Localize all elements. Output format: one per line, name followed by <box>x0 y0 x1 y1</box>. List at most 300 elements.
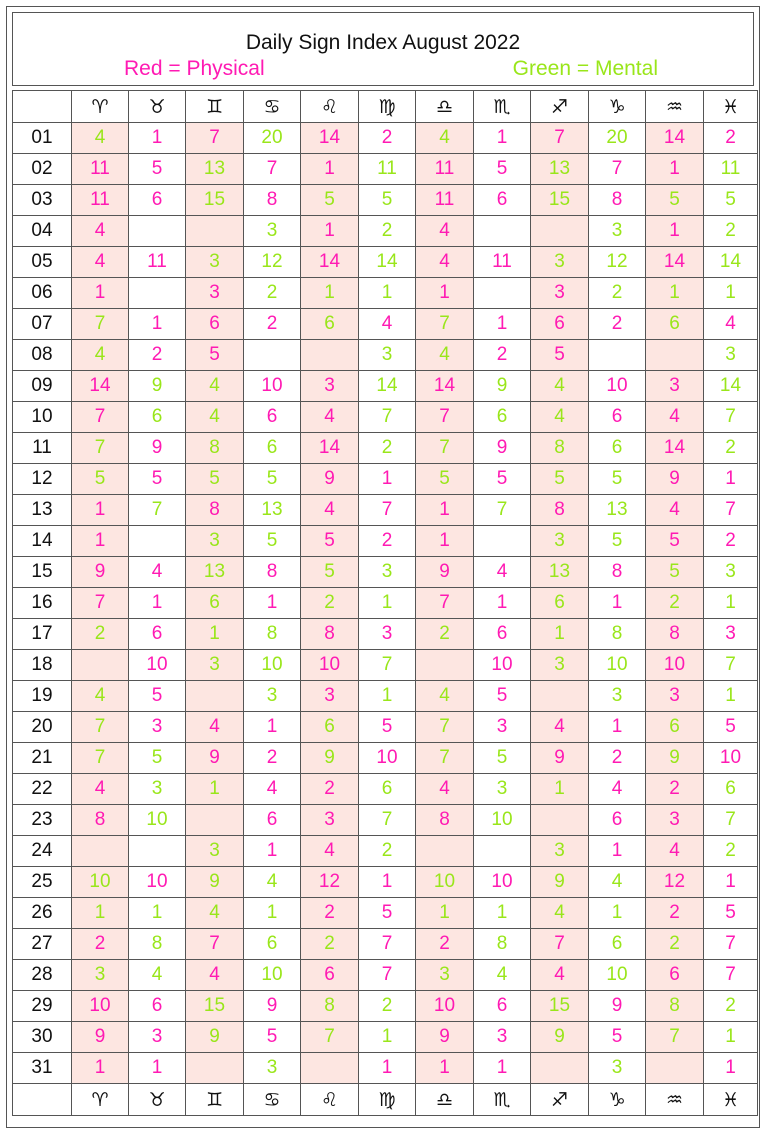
taurus-icon: ♉ <box>129 1084 186 1116</box>
day-row <box>13 464 758 495</box>
index-cell-aquarius: 9 <box>646 743 704 774</box>
gemini-icon: ♊ <box>186 1084 244 1116</box>
index-cell-aquarius: 6 <box>646 309 704 340</box>
day-label: 30 <box>13 1022 72 1053</box>
index-cell-capricorn: 5 <box>589 1022 646 1053</box>
index-cell-aries: 8 <box>72 805 129 836</box>
index-cell-gemini: 3 <box>186 526 244 557</box>
index-cell-taurus <box>129 278 186 309</box>
index-cell-sagittarius: 6 <box>531 309 589 340</box>
index-cell-sagittarius: 13 <box>531 154 589 185</box>
index-cell-sagittarius: 8 <box>531 495 589 526</box>
index-cell-libra: 7 <box>416 712 474 743</box>
index-cell-aries: 9 <box>72 1022 129 1053</box>
index-cell-pisces: 3 <box>704 619 758 650</box>
index-cell-sagittarius: 3 <box>531 526 589 557</box>
index-cell-pisces: 6 <box>704 774 758 805</box>
index-cell-cancer: 1 <box>244 898 301 929</box>
legend-physical: Red = Physical <box>124 57 265 80</box>
index-cell-virgo: 6 <box>359 774 416 805</box>
index-cell-scorpio: 1 <box>474 1053 531 1084</box>
index-cell-sagittarius <box>531 1053 589 1084</box>
index-cell-cancer: 8 <box>244 619 301 650</box>
index-cell-cancer: 10 <box>244 960 301 991</box>
day-row <box>13 650 758 681</box>
leo-icon: ♌ <box>301 1084 359 1116</box>
index-cell-gemini: 7 <box>186 929 244 960</box>
day-label: 19 <box>13 681 72 712</box>
index-cell-pisces: 1 <box>704 1053 758 1084</box>
index-cell-libra: 4 <box>416 340 474 371</box>
index-cell-virgo: 2 <box>359 123 416 154</box>
day-label: 20 <box>13 712 72 743</box>
index-cell-cancer: 5 <box>244 464 301 495</box>
day-row <box>13 495 758 526</box>
index-cell-capricorn: 6 <box>589 929 646 960</box>
index-cell-taurus: 4 <box>129 960 186 991</box>
day-label: 07 <box>13 309 72 340</box>
index-cell-pisces: 1 <box>704 464 758 495</box>
index-cell-sagittarius: 4 <box>531 712 589 743</box>
cancer-icon: ♋ <box>244 91 301 123</box>
day-row <box>13 278 758 309</box>
index-cell-pisces: 2 <box>704 433 758 464</box>
index-cell-libra: 1 <box>416 526 474 557</box>
index-cell-sagittarius: 7 <box>531 929 589 960</box>
index-cell-gemini: 1 <box>186 774 244 805</box>
index-cell-leo: 7 <box>301 1022 359 1053</box>
index-cell-sagittarius: 7 <box>531 123 589 154</box>
index-cell-taurus <box>129 836 186 867</box>
index-cell-aries: 11 <box>72 185 129 216</box>
index-cell-gemini <box>186 216 244 247</box>
index-cell-scorpio: 6 <box>474 991 531 1022</box>
index-cell-taurus: 3 <box>129 774 186 805</box>
index-cell-libra: 8 <box>416 805 474 836</box>
index-cell-libra: 7 <box>416 433 474 464</box>
day-row <box>13 805 758 836</box>
day-row <box>13 898 758 929</box>
day-row <box>13 247 758 278</box>
index-cell-libra: 4 <box>416 247 474 278</box>
index-cell-taurus <box>129 526 186 557</box>
index-cell-pisces: 14 <box>704 247 758 278</box>
index-cell-gemini: 3 <box>186 247 244 278</box>
index-cell-aquarius: 4 <box>646 836 704 867</box>
index-cell-aquarius: 1 <box>646 278 704 309</box>
day-label: 21 <box>13 743 72 774</box>
index-cell-gemini: 4 <box>186 712 244 743</box>
index-cell-sagittarius: 3 <box>531 836 589 867</box>
index-cell-sagittarius: 4 <box>531 402 589 433</box>
scorpio-icon: ♏ <box>474 1084 531 1116</box>
index-cell-virgo: 3 <box>359 340 416 371</box>
index-cell-scorpio: 5 <box>474 464 531 495</box>
index-cell-virgo: 7 <box>359 960 416 991</box>
index-cell-capricorn: 1 <box>589 836 646 867</box>
sign-header-row <box>13 91 758 123</box>
index-cell-leo: 3 <box>301 371 359 402</box>
index-cell-gemini: 13 <box>186 154 244 185</box>
index-cell-libra: 4 <box>416 681 474 712</box>
index-cell-pisces: 2 <box>704 991 758 1022</box>
index-cell-capricorn: 9 <box>589 991 646 1022</box>
index-cell-cancer: 7 <box>244 154 301 185</box>
index-cell-sagittarius: 6 <box>531 588 589 619</box>
index-cell-aquarius: 5 <box>646 185 704 216</box>
index-cell-leo: 6 <box>301 960 359 991</box>
index-cell-libra: 7 <box>416 402 474 433</box>
index-cell-libra: 4 <box>416 774 474 805</box>
index-cell-aquarius: 2 <box>646 929 704 960</box>
index-cell-aquarius: 9 <box>646 464 704 495</box>
index-cell-aquarius: 1 <box>646 216 704 247</box>
day-row <box>13 340 758 371</box>
day-label: 24 <box>13 836 72 867</box>
index-cell-leo: 1 <box>301 216 359 247</box>
index-cell-taurus: 5 <box>129 464 186 495</box>
index-cell-capricorn: 1 <box>589 898 646 929</box>
index-cell-aries: 14 <box>72 371 129 402</box>
index-cell-libra: 9 <box>416 1022 474 1053</box>
index-cell-virgo: 7 <box>359 495 416 526</box>
aquarius-icon: ♒ <box>646 91 704 123</box>
index-cell-taurus: 4 <box>129 557 186 588</box>
day-label: 29 <box>13 991 72 1022</box>
virgo-icon: ♍ <box>359 1084 416 1116</box>
index-cell-leo: 5 <box>301 526 359 557</box>
index-cell-pisces: 2 <box>704 836 758 867</box>
index-cell-virgo: 1 <box>359 588 416 619</box>
index-cell-capricorn: 2 <box>589 743 646 774</box>
index-cell-libra: 11 <box>416 185 474 216</box>
index-cell-sagittarius: 8 <box>531 433 589 464</box>
index-cell-pisces: 11 <box>704 154 758 185</box>
index-cell-leo: 12 <box>301 867 359 898</box>
day-label: 22 <box>13 774 72 805</box>
index-cell-sagittarius: 5 <box>531 464 589 495</box>
index-cell-libra: 7 <box>416 743 474 774</box>
index-cell-scorpio: 9 <box>474 433 531 464</box>
index-cell-cancer: 6 <box>244 433 301 464</box>
index-cell-aries: 2 <box>72 929 129 960</box>
index-cell-libra: 2 <box>416 929 474 960</box>
day-row <box>13 309 758 340</box>
index-cell-virgo: 1 <box>359 867 416 898</box>
index-cell-virgo: 2 <box>359 836 416 867</box>
index-cell-scorpio: 2 <box>474 340 531 371</box>
index-cell-aries: 7 <box>72 309 129 340</box>
index-cell-cancer: 3 <box>244 1053 301 1084</box>
index-cell-libra: 1 <box>416 1053 474 1084</box>
corner-cell <box>13 91 72 123</box>
day-label: 04 <box>13 216 72 247</box>
day-label: 28 <box>13 960 72 991</box>
index-cell-aries: 7 <box>72 743 129 774</box>
index-cell-cancer: 2 <box>244 743 301 774</box>
index-cell-aries: 7 <box>72 712 129 743</box>
index-cell-aquarius: 3 <box>646 681 704 712</box>
index-cell-capricorn: 1 <box>589 712 646 743</box>
day-row <box>13 929 758 960</box>
index-cell-gemini: 9 <box>186 867 244 898</box>
index-cell-aquarius: 6 <box>646 960 704 991</box>
index-cell-gemini: 4 <box>186 402 244 433</box>
index-cell-capricorn: 1 <box>589 588 646 619</box>
index-cell-gemini: 5 <box>186 464 244 495</box>
sagittarius-icon: ♐ <box>531 1084 589 1116</box>
index-cell-cancer: 2 <box>244 278 301 309</box>
index-cell-sagittarius: 9 <box>531 867 589 898</box>
index-cell-capricorn: 8 <box>589 557 646 588</box>
day-label: 17 <box>13 619 72 650</box>
index-cell-cancer: 6 <box>244 929 301 960</box>
index-cell-virgo: 2 <box>359 991 416 1022</box>
index-cell-taurus: 10 <box>129 650 186 681</box>
index-cell-capricorn: 10 <box>589 650 646 681</box>
index-cell-capricorn: 6 <box>589 402 646 433</box>
gemini-icon: ♊ <box>186 91 244 123</box>
day-row <box>13 123 758 154</box>
index-cell-pisces: 2 <box>704 526 758 557</box>
index-cell-pisces: 2 <box>704 216 758 247</box>
sign-index-frame <box>6 6 760 1128</box>
index-cell-gemini: 13 <box>186 557 244 588</box>
index-cell-sagittarius: 4 <box>531 898 589 929</box>
index-cell-leo <box>301 1053 359 1084</box>
day-label: 13 <box>13 495 72 526</box>
index-cell-taurus: 1 <box>129 309 186 340</box>
index-cell-aquarius: 2 <box>646 588 704 619</box>
index-cell-capricorn: 2 <box>589 278 646 309</box>
index-cell-scorpio: 10 <box>474 867 531 898</box>
day-row <box>13 712 758 743</box>
index-cell-aquarius: 3 <box>646 805 704 836</box>
index-cell-libra: 7 <box>416 309 474 340</box>
index-cell-taurus: 3 <box>129 1022 186 1053</box>
index-cell-cancer: 20 <box>244 123 301 154</box>
index-cell-aries <box>72 650 129 681</box>
index-cell-leo: 2 <box>301 588 359 619</box>
index-cell-libra: 1 <box>416 495 474 526</box>
index-cell-aquarius: 4 <box>646 495 704 526</box>
capricorn-icon: ♑ <box>589 91 646 123</box>
index-cell-cancer: 2 <box>244 309 301 340</box>
index-cell-libra: 10 <box>416 867 474 898</box>
index-cell-pisces: 5 <box>704 898 758 929</box>
index-cell-taurus: 8 <box>129 929 186 960</box>
day-label: 27 <box>13 929 72 960</box>
index-cell-taurus <box>129 216 186 247</box>
index-cell-pisces: 4 <box>704 309 758 340</box>
index-cell-aries: 1 <box>72 898 129 929</box>
day-label: 15 <box>13 557 72 588</box>
index-cell-sagittarius: 15 <box>531 185 589 216</box>
index-cell-libra: 4 <box>416 216 474 247</box>
index-cell-libra: 5 <box>416 464 474 495</box>
index-cell-sagittarius <box>531 216 589 247</box>
index-cell-leo: 2 <box>301 774 359 805</box>
index-cell-scorpio: 6 <box>474 619 531 650</box>
day-label: 26 <box>13 898 72 929</box>
day-label: 03 <box>13 185 72 216</box>
index-cell-aquarius: 10 <box>646 650 704 681</box>
index-cell-capricorn: 6 <box>589 805 646 836</box>
index-cell-virgo: 7 <box>359 650 416 681</box>
day-row <box>13 774 758 805</box>
index-cell-aries: 9 <box>72 557 129 588</box>
index-cell-pisces: 3 <box>704 557 758 588</box>
index-cell-scorpio: 6 <box>474 185 531 216</box>
index-cell-virgo: 3 <box>359 619 416 650</box>
index-cell-capricorn: 7 <box>589 154 646 185</box>
index-cell-cancer: 5 <box>244 526 301 557</box>
index-cell-aquarius: 5 <box>646 557 704 588</box>
day-row <box>13 154 758 185</box>
index-cell-virgo: 2 <box>359 433 416 464</box>
aries-icon: ♈ <box>72 91 129 123</box>
index-cell-libra: 3 <box>416 960 474 991</box>
index-cell-gemini <box>186 805 244 836</box>
index-cell-scorpio: 11 <box>474 247 531 278</box>
index-cell-aquarius: 6 <box>646 712 704 743</box>
header <box>12 12 754 86</box>
index-cell-gemini: 15 <box>186 185 244 216</box>
index-cell-virgo: 10 <box>359 743 416 774</box>
index-cell-aries: 2 <box>72 619 129 650</box>
index-cell-sagittarius: 3 <box>531 278 589 309</box>
index-cell-libra: 10 <box>416 991 474 1022</box>
day-row <box>13 991 758 1022</box>
index-cell-cancer: 13 <box>244 495 301 526</box>
index-cell-scorpio: 1 <box>474 123 531 154</box>
index-cell-sagittarius: 4 <box>531 371 589 402</box>
index-cell-virgo: 14 <box>359 247 416 278</box>
index-cell-aries: 4 <box>72 681 129 712</box>
taurus-icon: ♉ <box>129 91 186 123</box>
index-cell-virgo: 1 <box>359 1022 416 1053</box>
index-cell-aries: 4 <box>72 123 129 154</box>
day-label: 05 <box>13 247 72 278</box>
day-row <box>13 1022 758 1053</box>
index-cell-virgo: 2 <box>359 216 416 247</box>
index-cell-sagittarius: 1 <box>531 774 589 805</box>
index-cell-capricorn: 8 <box>589 619 646 650</box>
index-cell-taurus: 9 <box>129 371 186 402</box>
index-cell-sagittarius <box>531 681 589 712</box>
day-label: 06 <box>13 278 72 309</box>
index-cell-capricorn: 6 <box>589 433 646 464</box>
index-cell-scorpio <box>474 836 531 867</box>
day-row <box>13 402 758 433</box>
index-cell-virgo: 3 <box>359 557 416 588</box>
day-row <box>13 867 758 898</box>
index-cell-cancer: 10 <box>244 371 301 402</box>
index-cell-aries: 1 <box>72 1053 129 1084</box>
cancer-icon: ♋ <box>244 1084 301 1116</box>
index-cell-cancer: 8 <box>244 185 301 216</box>
index-cell-aries: 4 <box>72 216 129 247</box>
index-cell-aries: 7 <box>72 588 129 619</box>
index-cell-capricorn: 13 <box>589 495 646 526</box>
virgo-icon: ♍ <box>359 91 416 123</box>
day-label: 12 <box>13 464 72 495</box>
index-cell-gemini: 4 <box>186 371 244 402</box>
index-cell-virgo: 5 <box>359 898 416 929</box>
index-cell-gemini: 6 <box>186 588 244 619</box>
day-label: 11 <box>13 433 72 464</box>
index-cell-aries: 7 <box>72 433 129 464</box>
index-cell-cancer: 5 <box>244 1022 301 1053</box>
index-cell-aquarius: 8 <box>646 991 704 1022</box>
index-cell-scorpio: 3 <box>474 774 531 805</box>
index-cell-pisces: 7 <box>704 495 758 526</box>
index-cell-pisces: 7 <box>704 805 758 836</box>
index-cell-gemini: 8 <box>186 495 244 526</box>
index-cell-cancer: 9 <box>244 991 301 1022</box>
index-cell-gemini: 3 <box>186 278 244 309</box>
index-cell-sagittarius: 1 <box>531 619 589 650</box>
index-cell-aquarius: 7 <box>646 1022 704 1053</box>
index-cell-gemini <box>186 681 244 712</box>
index-cell-taurus: 6 <box>129 185 186 216</box>
day-row <box>13 557 758 588</box>
index-cell-cancer <box>244 340 301 371</box>
index-cell-gemini: 6 <box>186 309 244 340</box>
index-cell-aries: 10 <box>72 867 129 898</box>
index-cell-libra: 2 <box>416 619 474 650</box>
index-cell-scorpio: 1 <box>474 898 531 929</box>
index-cell-libra: 14 <box>416 371 474 402</box>
index-cell-leo: 8 <box>301 991 359 1022</box>
day-row <box>13 743 758 774</box>
index-cell-aquarius: 14 <box>646 123 704 154</box>
index-cell-pisces: 5 <box>704 712 758 743</box>
index-cell-scorpio: 10 <box>474 805 531 836</box>
index-cell-libra <box>416 836 474 867</box>
index-cell-pisces: 1 <box>704 278 758 309</box>
index-cell-taurus: 10 <box>129 805 186 836</box>
day-label: 23 <box>13 805 72 836</box>
index-cell-scorpio: 6 <box>474 402 531 433</box>
index-cell-aries: 1 <box>72 278 129 309</box>
index-cell-capricorn: 3 <box>589 681 646 712</box>
index-cell-scorpio: 4 <box>474 960 531 991</box>
index-cell-aquarius: 5 <box>646 526 704 557</box>
index-cell-libra: 9 <box>416 557 474 588</box>
index-cell-aries: 1 <box>72 526 129 557</box>
index-cell-scorpio: 5 <box>474 154 531 185</box>
index-cell-scorpio: 4 <box>474 557 531 588</box>
index-cell-leo: 9 <box>301 464 359 495</box>
index-cell-capricorn: 4 <box>589 774 646 805</box>
index-cell-sagittarius: 13 <box>531 557 589 588</box>
index-cell-aquarius: 2 <box>646 774 704 805</box>
index-cell-scorpio: 7 <box>474 495 531 526</box>
index-cell-leo: 14 <box>301 247 359 278</box>
index-cell-gemini: 3 <box>186 650 244 681</box>
index-cell-libra <box>416 650 474 681</box>
index-cell-virgo: 11 <box>359 154 416 185</box>
index-cell-taurus: 5 <box>129 154 186 185</box>
index-cell-capricorn: 5 <box>589 526 646 557</box>
index-cell-leo: 2 <box>301 898 359 929</box>
index-cell-cancer: 1 <box>244 836 301 867</box>
index-cell-aries: 7 <box>72 402 129 433</box>
index-cell-capricorn: 20 <box>589 123 646 154</box>
index-cell-cancer: 8 <box>244 557 301 588</box>
leo-icon: ♌ <box>301 91 359 123</box>
